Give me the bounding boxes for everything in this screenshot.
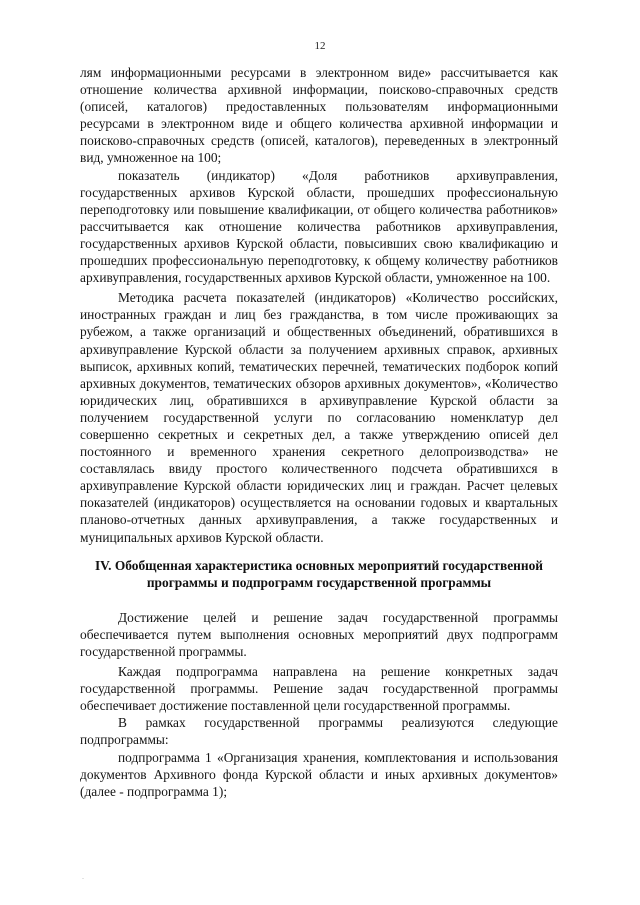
document-body (80, 64, 558, 800)
paragraph-methodology: Методика расчета показателей (индикаторов) «Количество российских, иностранных граждан и лиц без гражданства, в том числе проживающих за рубежом, а также организаций и общественных объединений, обратившихся в архивуправление Курской области за получением архивных справок, архивных выписок, архивных копий, тематических перечней, тематических подборок копий архивных документов, тематических обзоров архивных документов», «Количество юридических лиц, обратившихся в архивуправление Курской области за получением государственной услуги по согласованию номенклатур дел совершенно секретных и секретных дел, а также утверждению описей дел постоянного и временного хранения секретного делопроизводства» не составлялась ввиду простого количественного подсчета обратившихся в архивуправление Курской области юридических лиц и граждан. Расчет целевых показателей (индикаторов) осуществляется на основании годовых и квартальных планово-отчетных данных архивуправления, а также государственных и муниципальных архивов Курской области. (80, 290, 558, 545)
paragraph-goals: Достижение целей и решение задач государственной программы обеспечивается путем выполнения основных мероприятий двух подпрограмм государственной программы. (80, 609, 558, 659)
paragraph-continuation: лям информационными ресурсами в электронном виде» рассчитывается как отношение количества архивной информации, поисково-справочных средств (описей, каталогов) предоставленных пользователям информационными ресурсами в электронном виде и общего количества архивной информации и поисково-справочных средств (описей, каталогов), переведенных в электронный вид, умноженное на 100; (80, 65, 558, 166)
paragraph-indicator-training: показатель (индикатор) «Доля работников архивуправления, государственных архивов Курской области, прошедших профессиональную переподготовку или повышение квалификации, от общего количества работников» рассчитывается как отношение количества работников архивуправления, государственных архивов Курской области, повысивших свою квалификацию и прошедших профессиональную переподготовку, к общему количеству работников архивуправления, государственных архивов Курской области, умноженное на 100. (80, 167, 558, 286)
paragraph-subprogram-1: подпрограмма 1 «Организация хранения, комплектования и использования документов Архивного фонда Курской области и иных архивных документов» (далее - подпрограмма 1); (80, 749, 558, 799)
paragraph-subprograms-tasks: Каждая подпрограмма направлена на решение конкретных задач государственной программы. Решение задач государственной программы обеспечивает достижение поставленной цели государственной программы. (80, 664, 558, 714)
paragraph-subprograms-intro: В рамках государственной программы реализуются следующие подпрограммы: (80, 715, 558, 748)
page-number: 12 (314, 40, 326, 52)
section-heading: IV. Обобщенная характеристика основных мероприятий государственной программы и подпрограмм государственной программы (94, 557, 544, 590)
footer-mark: . (82, 872, 84, 881)
